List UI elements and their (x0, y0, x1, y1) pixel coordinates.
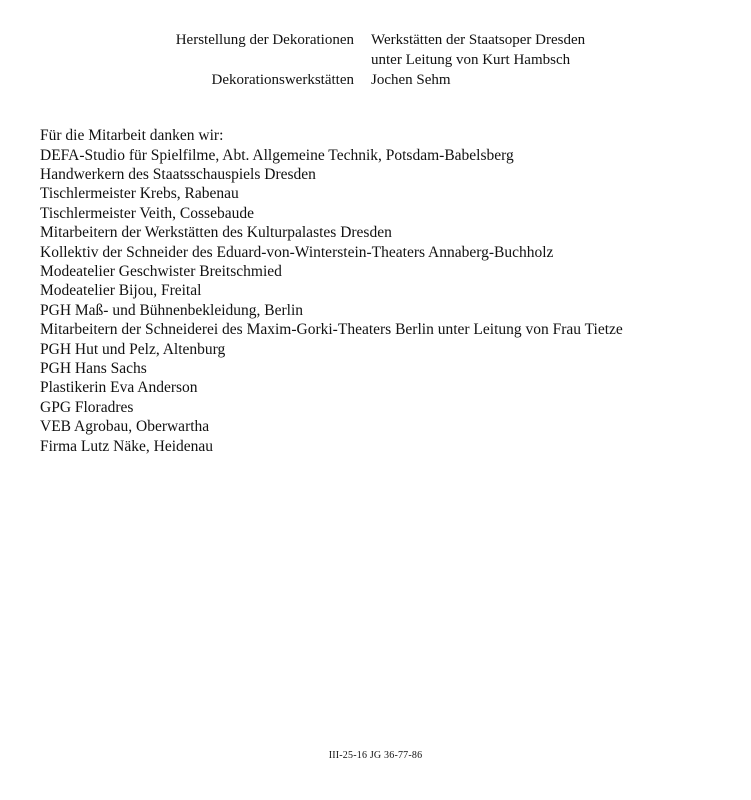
credit-value (371, 70, 451, 90)
credit-value-line: Werkstätten der Staatsoper Dresden (371, 32, 586, 48)
list-item: Tischlermeister Veith, Cossebaude (40, 204, 254, 222)
print-code: III-25-16 JG 36-77-86 (328, 750, 423, 761)
credit-row-workshops (0, 70, 751, 90)
credit-label: Herstellung der Dekorationen (175, 32, 354, 48)
list-item: GPG Floradres (40, 398, 134, 416)
credits-block (0, 30, 751, 90)
list-item: Mitarbeitern der Werkstätten des Kulturpalastes Dresden (40, 224, 392, 242)
acknowledgements-heading: Für die Mitarbeit danken wir: (40, 127, 224, 144)
list-item: DEFA-Studio für Spielfilme, Abt. Allgemeine Technik, Potsdam-Babelsberg (40, 146, 514, 164)
list-item: Modeatelier Geschwister Breitschmied (40, 262, 282, 280)
credit-row-decorations (0, 30, 751, 70)
credit-value (371, 30, 585, 70)
credit-value-line: Jochen Sehm (371, 72, 451, 88)
list-item: Firma Lutz Näke, Heidenau (40, 437, 214, 455)
acknowledgements-list (40, 146, 740, 457)
list-item: Tischlermeister Krebs, Rabenau (40, 185, 239, 203)
credit-value-line: unter Leitung von Kurt Hambsch (371, 52, 571, 68)
list-item: PGH Maß- und Bühnenbekleidung, Berlin (40, 301, 304, 319)
list-item: Mitarbeitern der Schneiderei des Maxim-Gorki-Theaters Berlin unter Leitung von Frau Tietze (40, 321, 623, 339)
list-item: Plastikerin Eva Anderson (40, 379, 198, 397)
list-item: VEB Agrobau, Oberwartha (40, 418, 210, 436)
list-item: PGH Hans Sachs (40, 359, 147, 377)
list-item: Kollektiv der Schneider des Eduard-von-Winterstein-Theaters Annaberg-Buchholz (40, 243, 554, 261)
acknowledgements-section (40, 126, 740, 456)
list-item: Modeatelier Bijou, Freital (40, 282, 202, 300)
credit-label: Dekorationswerkstätten (211, 72, 354, 88)
list-item: PGH Hut und Pelz, Altenburg (40, 340, 226, 358)
list-item: Handwerkern des Staatsschauspiels Dresden (40, 165, 316, 183)
